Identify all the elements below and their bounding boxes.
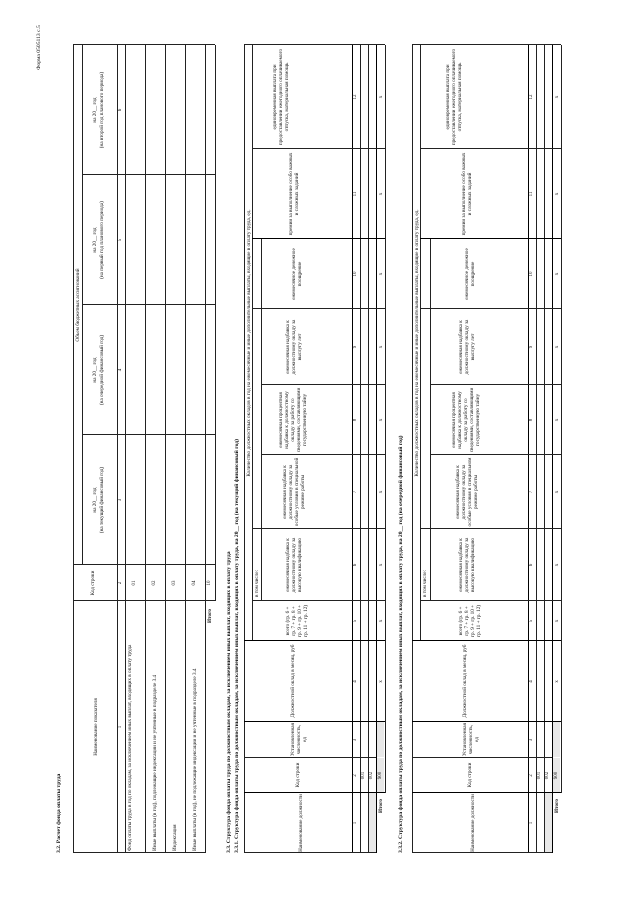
- col-num: 10: [353, 271, 358, 277]
- row-label: Индексация: [172, 824, 178, 851]
- row-code: 001: [537, 771, 542, 780]
- col-num: 2: [529, 774, 534, 777]
- col-header-group: Количество должностных окладов в год на ежемесячные и иные дополнительные выплаты, входящие в оплату труда, ед.: [414, 209, 420, 477]
- col-num: 4: [353, 680, 358, 683]
- col-num: 11: [353, 191, 358, 197]
- col-header-code: Код строки: [90, 570, 96, 596]
- row-label: Фонд оплаты труда в год по окладам, за исключением иных выплат, входящих в оплату труда: [127, 644, 133, 851]
- row-label: Иные выплаты (в год), подлежащие индексации и не учтенные в подразделе 3.4: [152, 674, 158, 851]
- col-num: 3: [118, 498, 123, 502]
- total-x: х: [554, 680, 560, 683]
- col-header-code: Код строки: [467, 762, 473, 788]
- form-code: Форма 0505113 с.5: [36, 25, 42, 70]
- col-num: 9: [529, 345, 534, 349]
- total-x: х: [378, 619, 384, 623]
- row-code: 002: [369, 771, 374, 780]
- col-header-c10: ежемесячное денежное поощрение: [291, 248, 303, 300]
- total-x: х: [554, 272, 560, 276]
- col-num: 1: [353, 821, 358, 825]
- col-header-c8: ежемесячная процентная надбавка к должностному окладу за работу со сведениями, составляющими государственную тайну: [451, 387, 481, 453]
- including-label: в том числе:: [254, 569, 260, 597]
- section-3-3-1-title: 3.3.1. Структура фонда оплаты труда по должностным окладам, за исключением иных выплат, входящих в оплату труда, на 20__ год (на текущий финансовый год): [234, 438, 240, 853]
- total-x: х: [554, 345, 560, 349]
- col-header-group: Количество должностных окладов в год на ежемесячные и иные дополнительные выплаты, входящие в оплату труда, ед.: [246, 209, 252, 477]
- total-x: х: [378, 490, 384, 494]
- total-x: х: [378, 418, 384, 422]
- col-header-c8: ежемесячная процентная надбавка к должностному окладу за работу со сведениями, составляющими государственную тайну: [278, 387, 308, 453]
- total-code: 900: [378, 771, 383, 780]
- col-num: 5: [353, 619, 358, 623]
- col-num: 8: [353, 418, 358, 422]
- col-header-c9: ежемесячная надбавка к должностному окладу за выслугу лет: [285, 319, 303, 375]
- row-code: 04: [192, 580, 197, 586]
- col-header-c7: ежемесячная надбавка к должностному окладу за особые условия в специальном режиме работы: [455, 457, 479, 527]
- row-code: 02: [152, 580, 157, 586]
- col-num: 7: [353, 490, 358, 494]
- total-x: х: [554, 563, 560, 567]
- total-x: х: [378, 192, 384, 196]
- col-header-name: Наименование должности: [298, 794, 304, 852]
- col-header-c12: единовременная выплата при предоставлении ежегодного оплачиваемого отпуска, материальная помощь: [272, 48, 290, 146]
- col-header-year1: на 20__ год: [92, 487, 98, 513]
- col-header-c11: премии за выполнение особо важных и сложных заданий: [288, 152, 300, 236]
- col-header-staff: Установленная численность, ед: [462, 723, 480, 756]
- total-code: 10: [207, 580, 212, 586]
- row-code: 01: [132, 580, 137, 586]
- total-x: х: [554, 418, 560, 422]
- col-header-budget: Объем бюджетных ассигнований: [75, 268, 81, 342]
- col-num: 2: [353, 774, 358, 777]
- section-3-3-2-title: 3.3.2. Структура фонда оплаты труда по должностным окладам, за исключением иных выплат, входящих в оплату труда, на 20__ год (на очередной финансовый год): [398, 435, 404, 853]
- col-header-c12: единовременная выплата при предоставлении ежегодного оплачиваемого отпуска, материальная помощь: [445, 48, 463, 146]
- col-header-year3: на 20__ год: [92, 227, 98, 253]
- total-label: Итого: [554, 799, 560, 813]
- col-num: 1: [118, 725, 123, 729]
- col-header-c10: ежемесячное денежное поощрение: [464, 248, 476, 300]
- row-code: 002: [545, 771, 550, 780]
- col-header-total: всего (гр. 6 + гр. 7 + гр. 8 + гр. 9 + гр. 10 + гр. 11 + гр. 12): [285, 604, 309, 638]
- col-header-code: Код строки: [295, 762, 301, 788]
- col-num: 9: [353, 345, 358, 349]
- col-header-total: всего (гр. 6 + гр. 7 + гр. 8 + гр. 9 + гр. 10 + гр. 11 + гр. 12): [458, 604, 482, 638]
- col-num: 6: [118, 108, 123, 112]
- total-code: 900: [554, 771, 559, 780]
- total-x: х: [554, 490, 560, 494]
- col-header-c7: ежемесячная надбавка к должностному окладу за особые условия в специальной режиме работы: [282, 457, 306, 527]
- col-header-c9: ежемесячная надбавка к должностному окладу за выслугу лет: [458, 319, 476, 375]
- col-num: 12: [529, 94, 534, 100]
- total-label: Итого: [207, 609, 213, 623]
- col-header-c11: премии за выполнение особо важных и сложных заданий: [461, 152, 473, 236]
- section-3-3-title: 3.3. Структура фонда оплаты труда по должностным окладам, за исключением иных выплат, входящих в оплату труда: [226, 551, 232, 853]
- col-num: 7: [529, 490, 534, 494]
- col-header-name: Наименование показателя: [93, 698, 99, 756]
- row-code: 001: [361, 771, 366, 780]
- total-x: х: [554, 95, 560, 99]
- col-num: 3: [529, 738, 534, 742]
- col-header-year3-sub: (на первый год планового периода): [99, 201, 105, 279]
- total-label: Итого: [378, 799, 384, 813]
- including-label: в том числе:: [422, 569, 428, 597]
- row-code: 03: [172, 580, 177, 586]
- col-num: 3: [353, 738, 358, 742]
- col-header-name: Наименование должности: [470, 794, 476, 852]
- section-3-2-title: 3.2. Расчет фонда оплаты труда: [56, 773, 62, 853]
- col-num: 6: [529, 563, 534, 567]
- total-x: х: [378, 272, 384, 276]
- col-header-year2-sub: (на очередной финансовый год): [99, 334, 105, 406]
- col-header-c6: ежемесячная надбавка к должностному окладу за высокую квалификацию: [285, 537, 303, 593]
- total-x: х: [378, 563, 384, 567]
- col-num: 2: [118, 581, 123, 585]
- col-header-salary: Должностной оклад в месяц, руб: [290, 644, 296, 718]
- total-x: х: [378, 345, 384, 349]
- col-num: 6: [353, 563, 358, 567]
- col-header-salary: Должностной оклад в месяц, руб: [462, 644, 468, 718]
- col-num: 4: [118, 368, 123, 372]
- col-header-staff: Установленная численность, ед: [290, 723, 308, 756]
- total-x: х: [554, 192, 560, 196]
- col-num: 11: [529, 191, 534, 197]
- col-num: 4: [529, 680, 534, 683]
- total-x: х: [378, 680, 384, 683]
- col-header-c6: ежемесячная надбавка к должностному окладу за высокую квалификацию: [458, 537, 476, 593]
- col-header-year4-sub: (на второй год планового периода): [99, 71, 105, 149]
- col-header-year1-sub: (на текущий финансовый год): [99, 466, 105, 534]
- row-label: Иные выплаты (в год), не подлежащие индексации и не учтенные в подразделе 3.4: [192, 668, 198, 851]
- col-num: 8: [529, 418, 534, 422]
- total-x: х: [378, 95, 384, 99]
- total-x: х: [554, 619, 560, 623]
- col-num: 5: [118, 238, 123, 242]
- col-header-year2: на 20__ год: [92, 357, 98, 383]
- col-num: 5: [529, 619, 534, 623]
- col-num: 1: [529, 821, 534, 825]
- col-header-year4: на 20__ год: [92, 97, 98, 123]
- col-num: 10: [529, 271, 534, 277]
- col-num: 12: [353, 94, 358, 100]
